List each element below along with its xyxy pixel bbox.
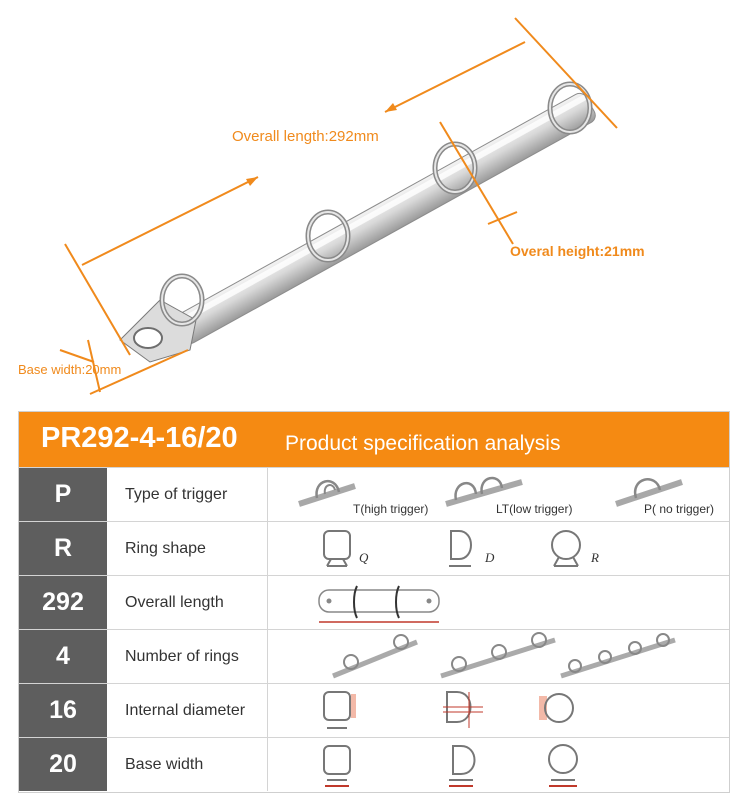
row-name: Type of trigger — [108, 468, 268, 521]
specification-table — [18, 411, 730, 793]
diameter-diagrams — [269, 684, 729, 737]
row-name: Ring shape — [108, 522, 268, 575]
two-ring-mechanism-icon — [331, 632, 421, 682]
row-code: 16 — [19, 684, 107, 737]
row-name: Overall length — [108, 576, 268, 629]
row-name: Number of rings — [108, 630, 268, 683]
overall-height-label: Overal height:21mm — [510, 243, 645, 259]
shape-label-d: D — [485, 550, 495, 565]
spec-row-internal-diameter — [19, 683, 729, 737]
trigger-types — [269, 468, 729, 521]
row-name: Base width — [108, 738, 268, 791]
length-diagram — [269, 576, 729, 629]
trigger-label-lt: LT(low trigger) — [496, 502, 573, 516]
shape-label-q: Q — [359, 550, 369, 565]
q-ring-base-icon — [321, 742, 361, 790]
trigger-label-p: P( no trigger) — [644, 502, 715, 516]
overall-length-label: Overall length:292mm — [232, 128, 379, 145]
round-ring-icon — [549, 528, 583, 570]
round-ring-diameter-icon — [539, 688, 579, 732]
base-width-diagrams — [269, 738, 729, 791]
spec-row-base-width — [19, 737, 729, 791]
high-trigger-icon — [297, 474, 357, 510]
four-ring-mechanism-icon — [559, 632, 679, 682]
shape-label-r: R — [591, 550, 599, 565]
row-code: 20 — [19, 738, 107, 791]
round-ring-base-icon — [545, 742, 585, 790]
spec-row-ring-shape — [19, 521, 729, 575]
spec-header — [19, 412, 729, 467]
spec-row-overall-length — [19, 575, 729, 629]
q-ring-icon — [321, 528, 353, 570]
base-width-label: Base width:20mm — [18, 362, 122, 377]
row-code: 4 — [19, 630, 107, 683]
product-code: PR292-4-16/20 — [41, 422, 238, 454]
row-code: 292 — [19, 576, 107, 629]
d-ring-diameter-icon — [439, 688, 485, 732]
ring-count-variants — [269, 630, 729, 683]
length-diagram-icon — [315, 582, 445, 626]
spec-subtitle: Product specification analysis — [285, 432, 561, 455]
ring-shapes — [269, 522, 729, 575]
row-name: Internal diameter — [108, 684, 268, 737]
trigger-label-t: T(high trigger) — [353, 502, 429, 516]
q-ring-diameter-icon — [321, 688, 361, 732]
spec-row-number-of-rings — [19, 629, 729, 683]
d-ring-icon — [445, 528, 477, 570]
spec-row-trigger — [19, 467, 729, 521]
d-ring-base-icon — [445, 742, 485, 790]
three-ring-mechanism-icon — [439, 632, 559, 682]
row-code: P — [19, 468, 107, 521]
row-code: R — [19, 522, 107, 575]
